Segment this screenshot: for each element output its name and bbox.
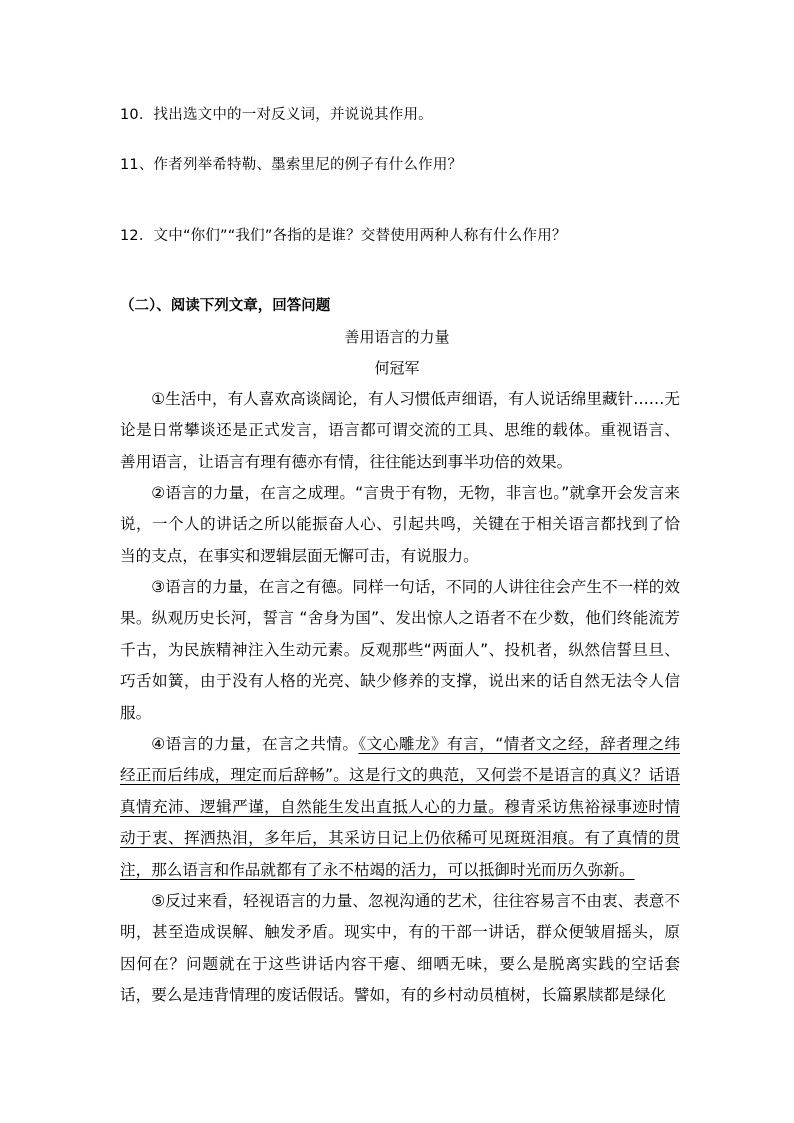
paragraph-5: ⑤反过来看，轻视语言的力量、忽视沟通的艺术，往往容易言不由衷、表意不明，甚至造成误解、触发矛盾。现实中，有的干部一讲话，群众便皱眉摇头，原因何在？问题就在于这些讲话内容干瘪、细哂无味，要么是脱离实践的空话套话，要么是违背情理的废话假话。譬如，有的乡村动员植树，长篇累牍都是绿化 xyxy=(120,892,680,1005)
section-heading: （二）、阅读下列文章，回答问题 xyxy=(120,298,331,314)
paragraph-4-lead: ④语言的力量，在言之共情。 xyxy=(151,735,359,753)
paragraph-1: ①生活中，有人喜欢高谈阔论，有人习惯低声细语，有人说话绵里藏针……无论是日常攀谈还是正式发言，语言都可谓交流的工具、思维的载体。重视语言、善用语言，让语言有理有德亦有情，往往能达到事半功倍的效果。 xyxy=(120,390,680,471)
question-12: 12．文中“你们”“我们”各指的是谁？交替使用两种人称有什么作用？ xyxy=(120,228,567,244)
question-10: 10．找出选文中的一对反义词，并说说其作用。 xyxy=(120,107,433,123)
paragraph-4 xyxy=(120,729,680,886)
article-title: 善用语言的力量 xyxy=(344,328,450,346)
paragraph-4-underlined: 《文心雕龙》有言，“情者文之经，辞者理之纬经正而后纬成，理定而后辞畅”。这是行文的典范，又何尝不是语言的真义？话语真情充沛、逻辑严谨，自然能生发出直抵人心的力量。穆青采访焦裕禄事迹时情动于衷、挥洒热泪，多年后，其采访日记上仍依稀可见斑斑泪痕。有了真情的贯注，那么语言和作品就都有了永不枯竭的活力，可以抵御时光而历久弥新。 xyxy=(120,735,680,879)
paragraph-3: ③语言的力量，在言之有德。同样一句话，不同的人讲往往会产生不一样的效果。纵观历史长河，誓言 “舍身为国”、发出惊人之语者不在少数，他们终能流芳千古，为民族精神注入生动元素。反观那些“两面人”、投机者，纵然信誓旦旦、巧舌如簧，由于没有人格的光亮、缺少修养的支撑，说出来的话自然无法令人信服。 xyxy=(120,578,680,722)
article-author: 何冠军 xyxy=(374,359,420,377)
paragraph-2: ②语言的力量，在言之成理。“言贵于有物，无物，非言也。”就拿开会发言来说，一个人的讲话之所以能振奋人心、引起共鸣，关键在于相关语言都找到了恰当的支点，在事实和逻辑层面无懈可击，有说服力。 xyxy=(120,484,680,565)
question-11: 11、作者列举希特勒、墨索里尼的例子有什么作用？ xyxy=(120,157,463,173)
